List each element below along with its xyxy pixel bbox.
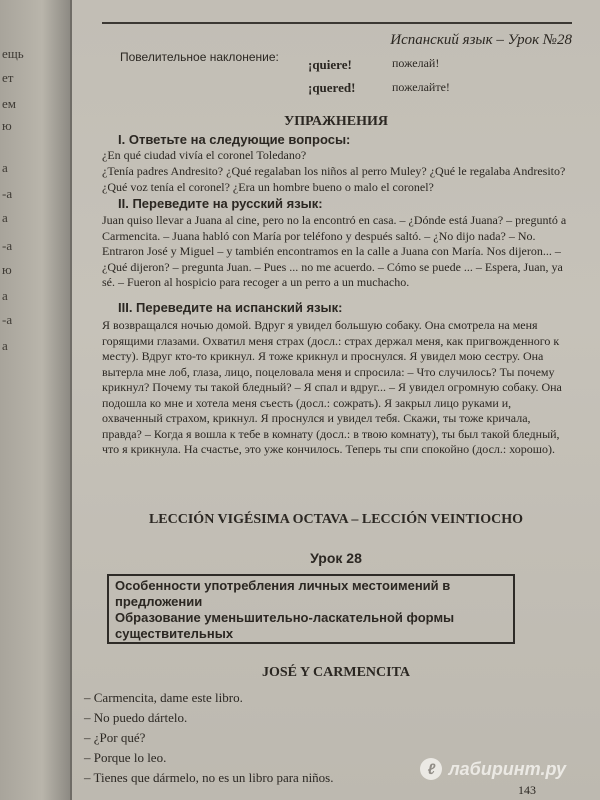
exercise-3-title: III. Переведите на испанский язык:: [118, 300, 343, 315]
labyrinth-logo-icon: ℓ: [420, 758, 442, 780]
exercise-3-text: Я возвращался ночью домой. Вдруг я увидел большую собаку. Она смотрела на меня горящими глазами. Охватил меня страх (досл.: страх держал меня, как пригвожденного к месту). Вдруг кто-то крикнул. Я тоже крикнул и проснулся. Я увидел мою сестру. Она вытерла мне лоб, глаза, лицо, поцеловала меня и спросила: – Что случилось? Ты почему крикнул? Почему ты такой бледный? – Я спал и вдруг... – Я увидел огромную собаку. Она подошла ко мне и хотела меня съесть (досл.: сожрать). Я закрыл лицо руками и, охваченный страхом, крикнул. Я проснулся и увидел тебя. Скажи, ты тоже кричала, правда? – Когда я вошла к тебе в комнату (досл.: в твою комнату), ты был такой бледный, что я крикнула. На счастье, это уже кончилось. Теперь ты спи спокойно (досл.: хорошо).: [102, 318, 562, 456]
lesson-subtitle: Урок 28: [310, 550, 362, 566]
imperative-form: ¡quered!: [308, 80, 356, 95]
exercises-title: УПРАЖНЕНИЯ: [284, 114, 388, 129]
exercise-2-title: II. Переведите на русский язык:: [118, 196, 323, 211]
dialogue-line: – Porque lo leo.: [84, 750, 167, 765]
left-page-fragment: а: [2, 338, 8, 353]
left-page-fragment: а: [2, 288, 8, 303]
lesson-topics-box: [107, 574, 515, 644]
left-page-fragment: ю: [2, 118, 12, 133]
left-page-fragment: -а: [2, 312, 13, 327]
imperative-form: ¡quiere!: [308, 57, 352, 72]
left-page-fragment: а: [2, 210, 8, 225]
page-number: 143: [518, 783, 536, 797]
left-page-fragment: ет: [2, 70, 14, 85]
imperative-translation: пожелай!: [392, 56, 440, 70]
watermark-text: лабиринт.ру: [448, 758, 566, 779]
left-page-edge: [0, 0, 72, 800]
left-page-fragment: -а: [2, 238, 13, 253]
left-page-fragment: ем: [2, 96, 16, 111]
exercise-1-line: ¿En qué ciudad vivía el coronel Toledano?: [102, 148, 307, 162]
imperative-label: Повелительное наклонение:: [120, 50, 279, 64]
left-page-fragment: а: [2, 160, 8, 175]
story-title: JOSÉ Y CARMENCITA: [261, 665, 411, 680]
exercise-1-title: I. Ответьте на следующие вопросы:: [118, 132, 351, 147]
dialogue-line: – No puedo dártelo.: [84, 710, 188, 725]
imperative-translation: пожелайте!: [392, 80, 450, 94]
lesson-topic: Особенности употребления личных местоимений в предложении: [115, 578, 451, 609]
watermark: [420, 758, 566, 780]
exercise-2-text: Juan quiso llevar a Juana al cine, pero no la encontró en casa. – ¿Dónde está Juana? – preguntó a Carmencita. – Juana habló con María por teléfono y después saltó. – ¿No dijo nada? – No. Entraron José y Miguel – y también encontramos en la calle a Juana con María. Nos dijeron... – ¿Qué dijeron? – pregunta Juan. – Pues ... no me acuerdo. – Cómo se puede ... – Espera, Juan, ya sé. – Fueron al hospicio para recoger a un perro a un muchacho.: [102, 213, 567, 289]
book-page: [72, 0, 600, 800]
left-page-fragment: -а: [2, 186, 13, 201]
header-title: Испанский язык – Урок №28: [390, 32, 572, 48]
exercise-1-line: ¿Tenía padres Andresito? ¿Qué regalaban los niños al perro Muley? ¿Qué le regalaba Andresito? ¿Qué voz tenía el coronel? ¿Era un hombre bueno o malo el coronel?: [102, 164, 566, 194]
left-page-fragment: ю: [2, 262, 12, 277]
lesson-topic: Образование уменьшительно-ласкательной формы существительных: [115, 610, 455, 641]
left-page-fragment: ещь: [2, 46, 24, 61]
dialogue-line: – ¿Por qué?: [84, 730, 146, 745]
dialogue-line: – Tienes que dármelo, no es un libro para niños.: [84, 770, 334, 785]
lesson-title: LECCIÓN VIGÉSIMA OCTAVA – LECCIÓN VEINTIOCHO: [148, 512, 524, 527]
dialogue-line: – Carmencita, dame este libro.: [84, 690, 243, 705]
